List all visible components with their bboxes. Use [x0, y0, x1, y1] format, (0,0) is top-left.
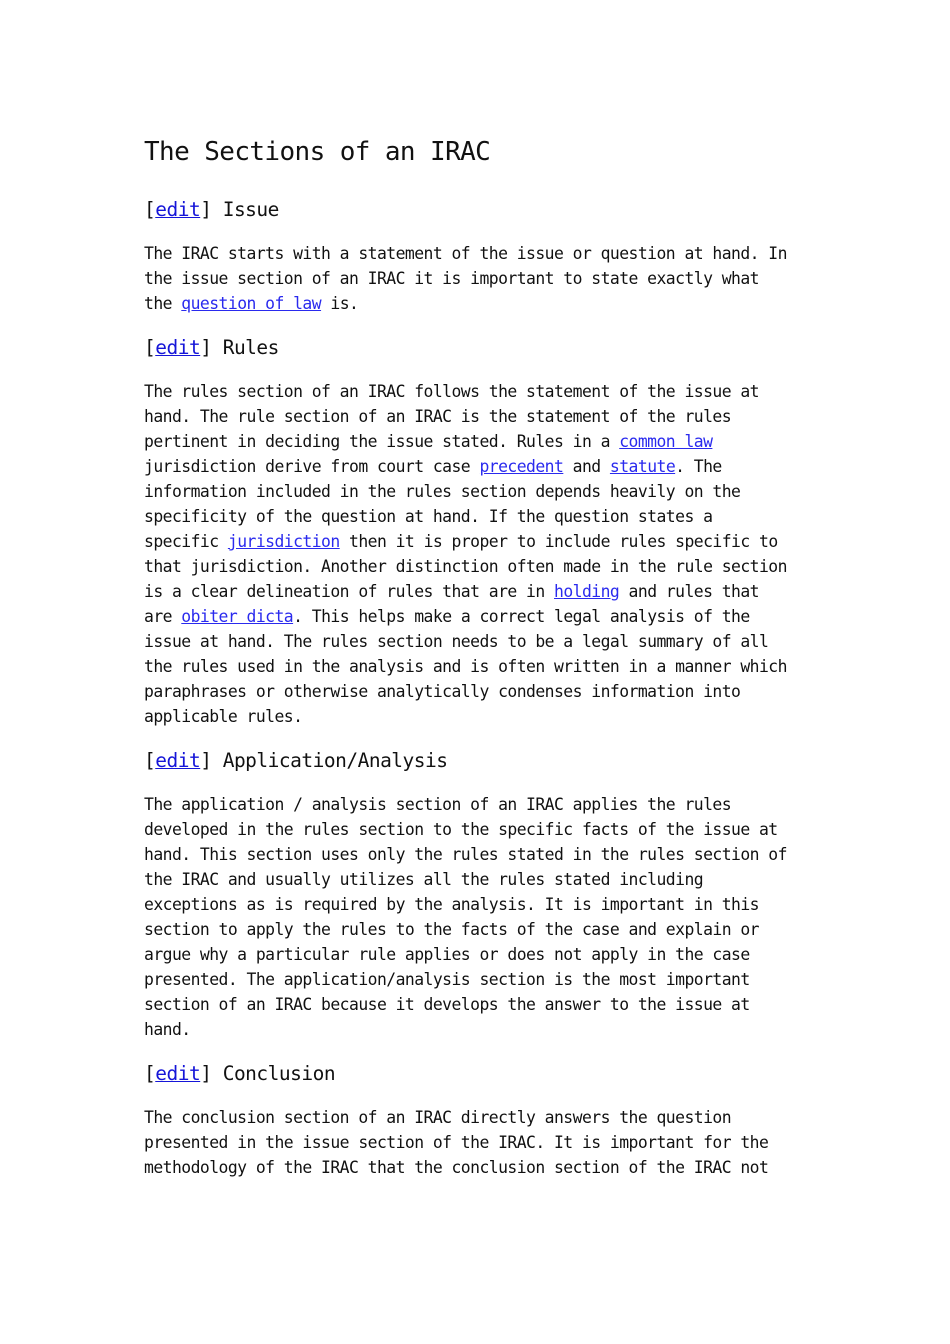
text-line: section of an IRAC because it develops the answer to the issue at	[144, 995, 750, 1014]
link-statute[interactable]: statute	[609, 457, 676, 476]
text-line: presented. The application/analysis section is the most important	[144, 970, 750, 989]
page-title: The Sections of an IRAC	[144, 137, 491, 167]
text-line	[144, 291, 814, 316]
edit-link-conclusion[interactable]: edit	[155, 1062, 201, 1085]
text-line: hand. The rule section of an IRAC is the statement of the rules	[144, 407, 732, 426]
text-line: issue at hand. The rules section needs to be a legal summary of all	[144, 632, 769, 651]
text-fragment: is.	[321, 294, 359, 313]
text-line	[144, 429, 814, 454]
text-line: methodology of the IRAC that the conclusion section of the IRAC not	[144, 1158, 769, 1177]
text-line	[144, 604, 814, 629]
paragraph-conclusion	[144, 1105, 814, 1180]
edit-link-rules[interactable]: edit	[155, 336, 201, 359]
text-line: the rules used in the analysis and is often written in a manner which	[144, 657, 787, 676]
text-line: applicable rules.	[144, 707, 303, 726]
text-line: argue why a particular rule applies or does not apply in the case	[144, 945, 750, 964]
section-heading-conclusion: [edit] Conclusion	[144, 1062, 336, 1085]
section-heading-rules: [edit] Rules	[144, 336, 279, 359]
text-line: the issue section of an IRAC it is important to state exactly what	[144, 269, 759, 288]
link-question-of-law[interactable]: question of law	[181, 294, 322, 313]
text-fragment: is a clear delineation of rules that are in	[144, 582, 554, 601]
edit-link-application[interactable]: edit	[155, 749, 201, 772]
text-line: The rules section of an IRAC follows the statement of the issue at	[144, 382, 759, 401]
text-fragment: . The	[675, 457, 722, 476]
text-line: presented in the issue section of the IRAC. It is important for the	[144, 1133, 769, 1152]
text-fragment: . This helps make a correct legal analysis of the	[293, 607, 750, 626]
text-fragment: pertinent in deciding the issue stated. Rules in a	[144, 432, 620, 451]
link-obiter-dicta[interactable]: obiter dicta	[181, 607, 294, 626]
link-precedent[interactable]: precedent	[479, 457, 564, 476]
section-title-conclusion: Conclusion	[222, 1062, 336, 1085]
section-title-application: Application/Analysis	[222, 749, 448, 772]
section-heading-issue: [edit] Issue	[144, 198, 279, 221]
text-line	[144, 529, 814, 554]
text-line: The application / analysis section of an IRAC applies the rules	[144, 795, 732, 814]
edit-link-issue[interactable]: edit	[155, 198, 201, 221]
text-line: that jurisdiction. Another distinction often made in the rule section	[144, 557, 787, 576]
text-line: paraphrases or otherwise analytically condenses information into	[144, 682, 741, 701]
text-line	[144, 579, 814, 604]
text-fragment: then it is proper to include rules specific to	[339, 532, 778, 551]
text-fragment: the	[144, 294, 182, 313]
link-holding[interactable]: holding	[554, 582, 620, 601]
text-line: specificity of the question at hand. If the question states a	[144, 507, 713, 526]
text-line: The conclusion section of an IRAC directly answers the question	[144, 1108, 732, 1127]
text-line: the IRAC and usually utilizes all the rules stated including	[144, 870, 704, 889]
text-line: exceptions as is required by the analysis. It is important in this	[144, 895, 759, 914]
section-title-rules: Rules	[222, 336, 279, 359]
section-heading-application: [edit] Application/Analysis	[144, 749, 448, 772]
text-fragment: are	[144, 607, 182, 626]
text-line: The IRAC starts with a statement of the issue or question at hand. In	[144, 244, 787, 263]
text-fragment: jurisdiction derive from court case	[144, 457, 480, 476]
text-fragment: and	[563, 457, 610, 476]
paragraph-issue	[144, 241, 814, 316]
text-line: hand. This section uses only the rules stated in the rules section of	[144, 845, 787, 864]
text-line: developed in the rules section to the specific facts of the issue at	[144, 820, 778, 839]
link-jurisdiction[interactable]: jurisdiction	[227, 532, 340, 551]
text-fragment: and rules that	[619, 582, 760, 601]
text-line: hand.	[144, 1020, 191, 1039]
text-fragment: specific	[144, 532, 228, 551]
link-common-law[interactable]: common law	[619, 432, 713, 451]
paragraph-application	[144, 792, 814, 1042]
article	[144, 128, 814, 1197]
paragraph-rules	[144, 379, 814, 729]
text-line	[144, 454, 814, 479]
text-line: section to apply the rules to the facts of the case and explain or	[144, 920, 759, 939]
section-title-issue: Issue	[222, 198, 279, 221]
text-line: information included in the rules section depends heavily on the	[144, 482, 741, 501]
